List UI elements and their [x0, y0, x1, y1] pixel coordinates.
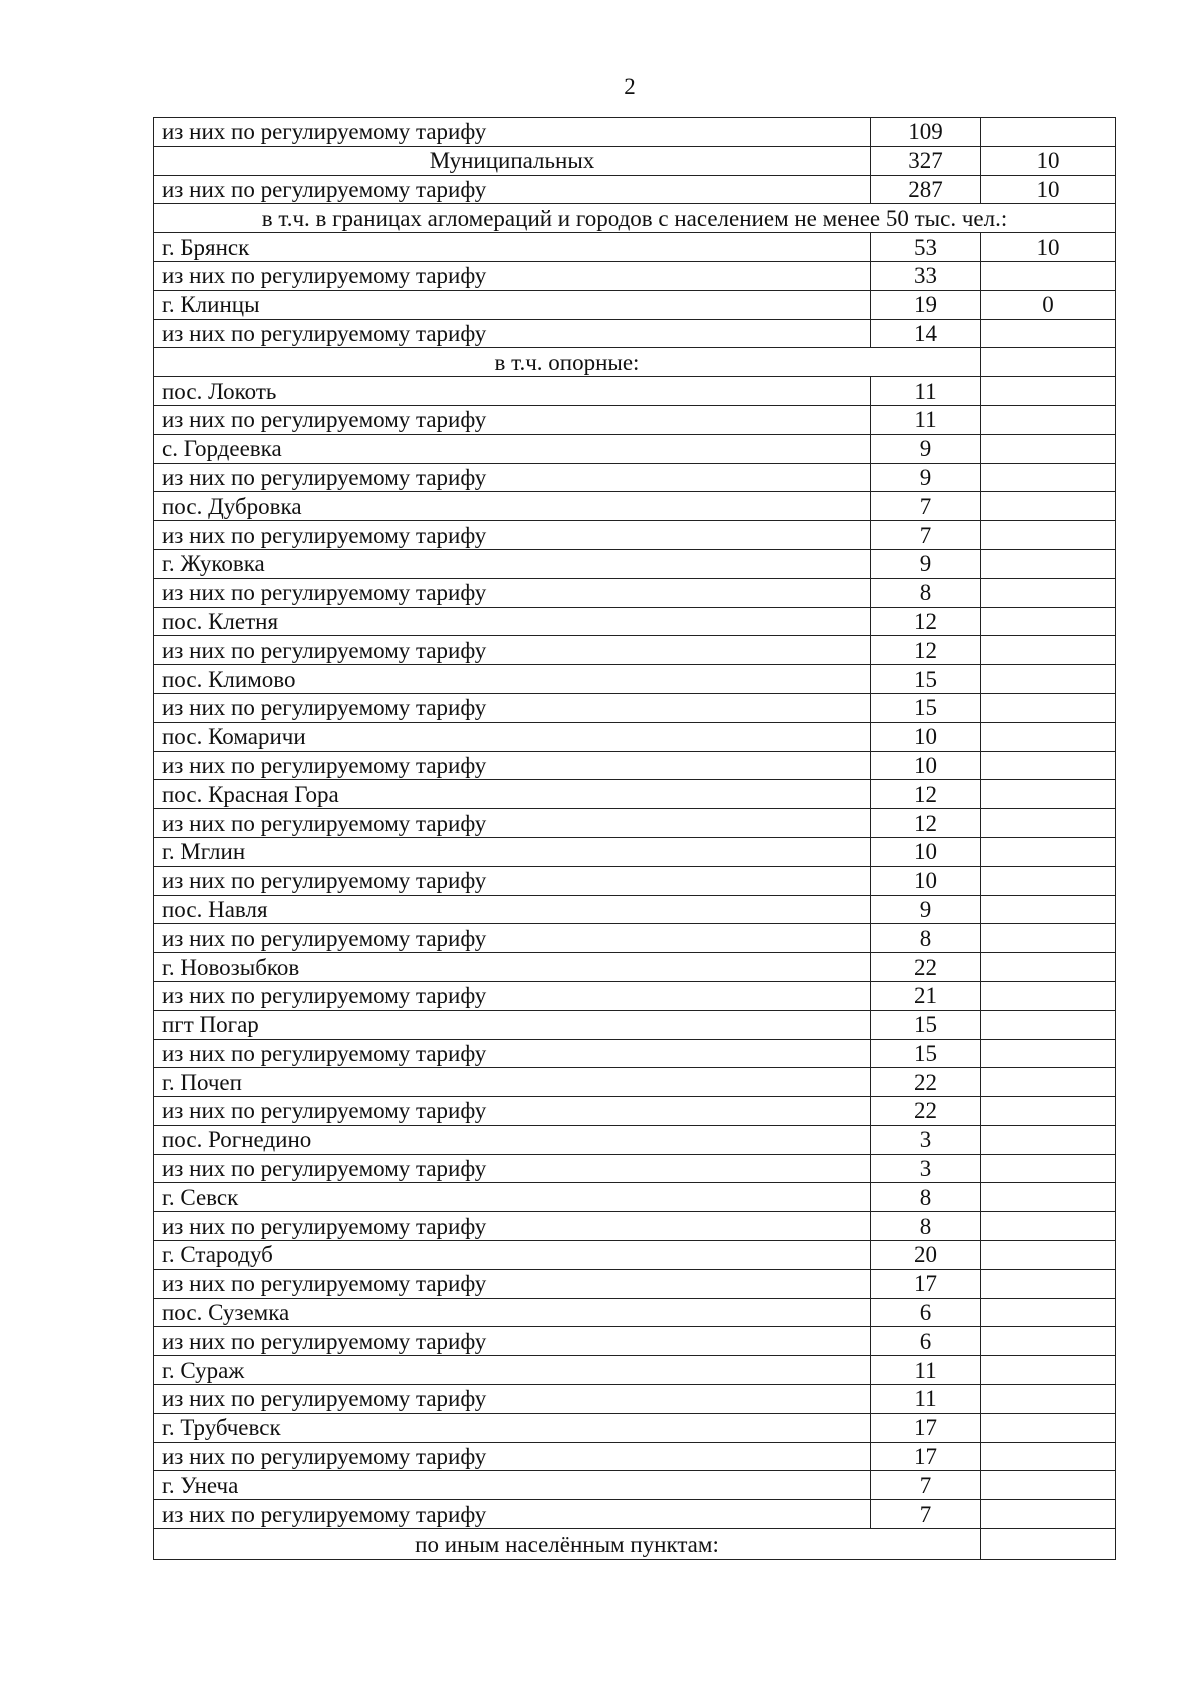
table-row [154, 1529, 1116, 1560]
row-value: 20 [871, 1241, 981, 1270]
table-row [154, 693, 1116, 722]
table-row [154, 1097, 1116, 1126]
row-extra-value [981, 377, 1116, 406]
row-extra-value [981, 405, 1116, 434]
row-label: из них по регулируемому тарифу [154, 175, 871, 204]
row-extra-value [981, 665, 1116, 694]
row-value: 15 [871, 1039, 981, 1068]
row-label: пос. Комаричи [154, 722, 871, 751]
row-extra-value [981, 1241, 1116, 1270]
row-extra-value [981, 434, 1116, 463]
row-value: 10 [871, 751, 981, 780]
row-label: пос. Климово [154, 665, 871, 694]
row-extra-value [981, 1442, 1116, 1471]
row-value: 109 [871, 118, 981, 147]
row-label: из них по регулируемому тарифу [154, 693, 871, 722]
row-value: 15 [871, 665, 981, 694]
table-row [154, 463, 1116, 492]
row-value: 22 [871, 953, 981, 982]
row-value: 33 [871, 261, 981, 290]
table-row [154, 175, 1116, 204]
row-extra-value [981, 1212, 1116, 1241]
row-value: 12 [871, 607, 981, 636]
table-row [154, 1298, 1116, 1327]
table-row [154, 780, 1116, 809]
row-value: 3 [871, 1125, 981, 1154]
row-extra-value [981, 463, 1116, 492]
row-value: 11 [871, 1385, 981, 1414]
row-value: 7 [871, 521, 981, 550]
data-table [153, 117, 1116, 1560]
row-label: Муниципальных [154, 146, 871, 175]
row-extra-value [981, 1039, 1116, 1068]
row-label: г. Стародуб [154, 1241, 871, 1270]
row-value: 327 [871, 146, 981, 175]
row-extra-value: 0 [981, 290, 1116, 319]
table-row [154, 204, 1116, 233]
table-row [154, 319, 1116, 348]
row-label: пос. Рогнедино [154, 1125, 871, 1154]
row-value: 53 [871, 233, 981, 262]
row-extra-value [981, 1068, 1116, 1097]
row-value: 9 [871, 549, 981, 578]
row-extra-value: 10 [981, 175, 1116, 204]
row-extra-value [981, 722, 1116, 751]
row-extra-value [981, 1298, 1116, 1327]
row-value: 22 [871, 1068, 981, 1097]
table-row [154, 1356, 1116, 1385]
row-value: 17 [871, 1413, 981, 1442]
row-value: 12 [871, 780, 981, 809]
row-value: 7 [871, 1471, 981, 1500]
row-extra-value [981, 319, 1116, 348]
row-extra-value [981, 1385, 1116, 1414]
table-row [154, 377, 1116, 406]
row-label: из них по регулируемому тарифу [154, 463, 871, 492]
row-label: г. Мглин [154, 837, 871, 866]
row-extra-value [981, 693, 1116, 722]
row-label: г. Жуковка [154, 549, 871, 578]
table-row [154, 405, 1116, 434]
row-extra-value [981, 261, 1116, 290]
table-row [154, 492, 1116, 521]
row-extra-value [981, 1471, 1116, 1500]
row-label: пос. Дубровка [154, 492, 871, 521]
row-value: 15 [871, 1010, 981, 1039]
table-row [154, 895, 1116, 924]
row-value: 12 [871, 809, 981, 838]
table-row [154, 549, 1116, 578]
row-extra-value [981, 549, 1116, 578]
row-label: из них по регулируемому тарифу [154, 319, 871, 348]
row-label: пос. Локоть [154, 377, 871, 406]
row-label: из них по регулируемому тарифу [154, 1442, 871, 1471]
row-label: из них по регулируемому тарифу [154, 578, 871, 607]
row-value: 8 [871, 924, 981, 953]
row-extra-value: 10 [981, 146, 1116, 175]
row-label: из них по регулируемому тарифу [154, 521, 871, 550]
row-extra-value [981, 1500, 1116, 1529]
table-row [154, 233, 1116, 262]
empty-cell [981, 348, 1116, 377]
row-value: 11 [871, 377, 981, 406]
row-extra-value [981, 1413, 1116, 1442]
row-label: г. Клинцы [154, 290, 871, 319]
row-extra-value [981, 866, 1116, 895]
table-row [154, 722, 1116, 751]
row-label: из них по регулируемому тарифу [154, 1269, 871, 1298]
row-value: 6 [871, 1298, 981, 1327]
row-label: из них по регулируемому тарифу [154, 866, 871, 895]
table-row [154, 1125, 1116, 1154]
row-extra-value [981, 953, 1116, 982]
page-number: 2 [624, 74, 636, 99]
row-value: 8 [871, 578, 981, 607]
row-label: из них по регулируемому тарифу [154, 1097, 871, 1126]
table-row [154, 578, 1116, 607]
row-extra-value [981, 837, 1116, 866]
row-value: 6 [871, 1327, 981, 1356]
table-row [154, 1327, 1116, 1356]
row-label: пос. Суземка [154, 1298, 871, 1327]
table-row [154, 434, 1116, 463]
row-label: из них по регулируемому тарифу [154, 261, 871, 290]
row-extra-value [981, 981, 1116, 1010]
row-label: г. Брянск [154, 233, 871, 262]
table-body [154, 118, 1116, 1560]
row-extra-value [981, 751, 1116, 780]
row-extra-value [981, 924, 1116, 953]
table-row [154, 1269, 1116, 1298]
row-label: из них по регулируемому тарифу [154, 1154, 871, 1183]
row-extra-value: 10 [981, 233, 1116, 262]
table-row [154, 521, 1116, 550]
empty-cell [981, 1529, 1116, 1560]
row-label: пос. Клетня [154, 607, 871, 636]
row-value: 11 [871, 405, 981, 434]
row-value: 17 [871, 1442, 981, 1471]
row-extra-value [981, 1010, 1116, 1039]
table-row [154, 261, 1116, 290]
table-row [154, 636, 1116, 665]
table-row [154, 607, 1116, 636]
row-label: г. Трубчевск [154, 1413, 871, 1442]
table-row [154, 665, 1116, 694]
table-row [154, 1385, 1116, 1414]
table-row [154, 290, 1116, 319]
row-extra-value [981, 1269, 1116, 1298]
row-extra-value [981, 895, 1116, 924]
table-row [154, 1442, 1116, 1471]
row-value: 7 [871, 1500, 981, 1529]
row-value: 11 [871, 1356, 981, 1385]
row-value: 9 [871, 434, 981, 463]
row-value: 19 [871, 290, 981, 319]
row-label: г. Унеча [154, 1471, 871, 1500]
table-row [154, 981, 1116, 1010]
row-label: из них по регулируемому тарифу [154, 981, 871, 1010]
row-value: 22 [871, 1097, 981, 1126]
row-label: из них по регулируемому тарифу [154, 1385, 871, 1414]
row-value: 10 [871, 866, 981, 895]
table-row [154, 1500, 1116, 1529]
section-heading: по иным населённым пунктам: [154, 1529, 981, 1560]
table-row [154, 348, 1116, 377]
table-row [154, 1039, 1116, 1068]
row-label: из них по регулируемому тарифу [154, 1327, 871, 1356]
row-label: пос. Красная Гора [154, 780, 871, 809]
row-label: из них по регулируемому тарифу [154, 1500, 871, 1529]
row-extra-value [981, 636, 1116, 665]
row-label: из них по регулируемому тарифу [154, 118, 871, 147]
table-row [154, 809, 1116, 838]
row-label: из них по регулируемому тарифу [154, 809, 871, 838]
table-row [154, 1471, 1116, 1500]
row-extra-value [981, 521, 1116, 550]
section-heading: в т.ч. в границах агломераций и городов с населением не менее 50 тыс. чел.: [154, 204, 1116, 233]
row-label: из них по регулируемому тарифу [154, 405, 871, 434]
row-extra-value [981, 1183, 1116, 1212]
table-row [154, 1413, 1116, 1442]
row-label: с. Гордеевка [154, 434, 871, 463]
table-row [154, 1212, 1116, 1241]
row-value: 3 [871, 1154, 981, 1183]
row-label: г. Почеп [154, 1068, 871, 1097]
row-value: 9 [871, 895, 981, 924]
row-value: 10 [871, 722, 981, 751]
row-value: 9 [871, 463, 981, 492]
row-value: 7 [871, 492, 981, 521]
table-row [154, 1241, 1116, 1270]
row-label: пос. Навля [154, 895, 871, 924]
table-row [154, 751, 1116, 780]
row-value: 15 [871, 693, 981, 722]
table-row [154, 953, 1116, 982]
row-extra-value [981, 809, 1116, 838]
row-extra-value [981, 607, 1116, 636]
row-extra-value [981, 1327, 1116, 1356]
table-row [154, 146, 1116, 175]
row-label: из них по регулируемому тарифу [154, 751, 871, 780]
row-extra-value [981, 1154, 1116, 1183]
row-value: 8 [871, 1212, 981, 1241]
row-label: из них по регулируемому тарифу [154, 1212, 871, 1241]
row-value: 10 [871, 837, 981, 866]
row-label: из них по регулируемому тарифу [154, 1039, 871, 1068]
table-row [154, 924, 1116, 953]
table-row [154, 1010, 1116, 1039]
row-value: 287 [871, 175, 981, 204]
table-row [154, 1183, 1116, 1212]
row-value: 17 [871, 1269, 981, 1298]
row-label: г. Севск [154, 1183, 871, 1212]
table-row [154, 1068, 1116, 1097]
row-extra-value [981, 780, 1116, 809]
row-value: 21 [871, 981, 981, 1010]
row-value: 8 [871, 1183, 981, 1212]
table-row [154, 118, 1116, 147]
row-extra-value [981, 492, 1116, 521]
row-extra-value [981, 578, 1116, 607]
row-value: 14 [871, 319, 981, 348]
section-heading: в т.ч. опорные: [154, 348, 981, 377]
row-label: пгт Погар [154, 1010, 871, 1039]
row-extra-value [981, 118, 1116, 147]
row-label: из них по регулируемому тарифу [154, 636, 871, 665]
row-extra-value [981, 1356, 1116, 1385]
row-label: г. Сураж [154, 1356, 871, 1385]
table-row [154, 866, 1116, 895]
row-label: г. Новозыбков [154, 953, 871, 982]
row-label: из них по регулируемому тарифу [154, 924, 871, 953]
table-row [154, 837, 1116, 866]
row-extra-value [981, 1097, 1116, 1126]
table-row [154, 1154, 1116, 1183]
row-value: 12 [871, 636, 981, 665]
row-extra-value [981, 1125, 1116, 1154]
